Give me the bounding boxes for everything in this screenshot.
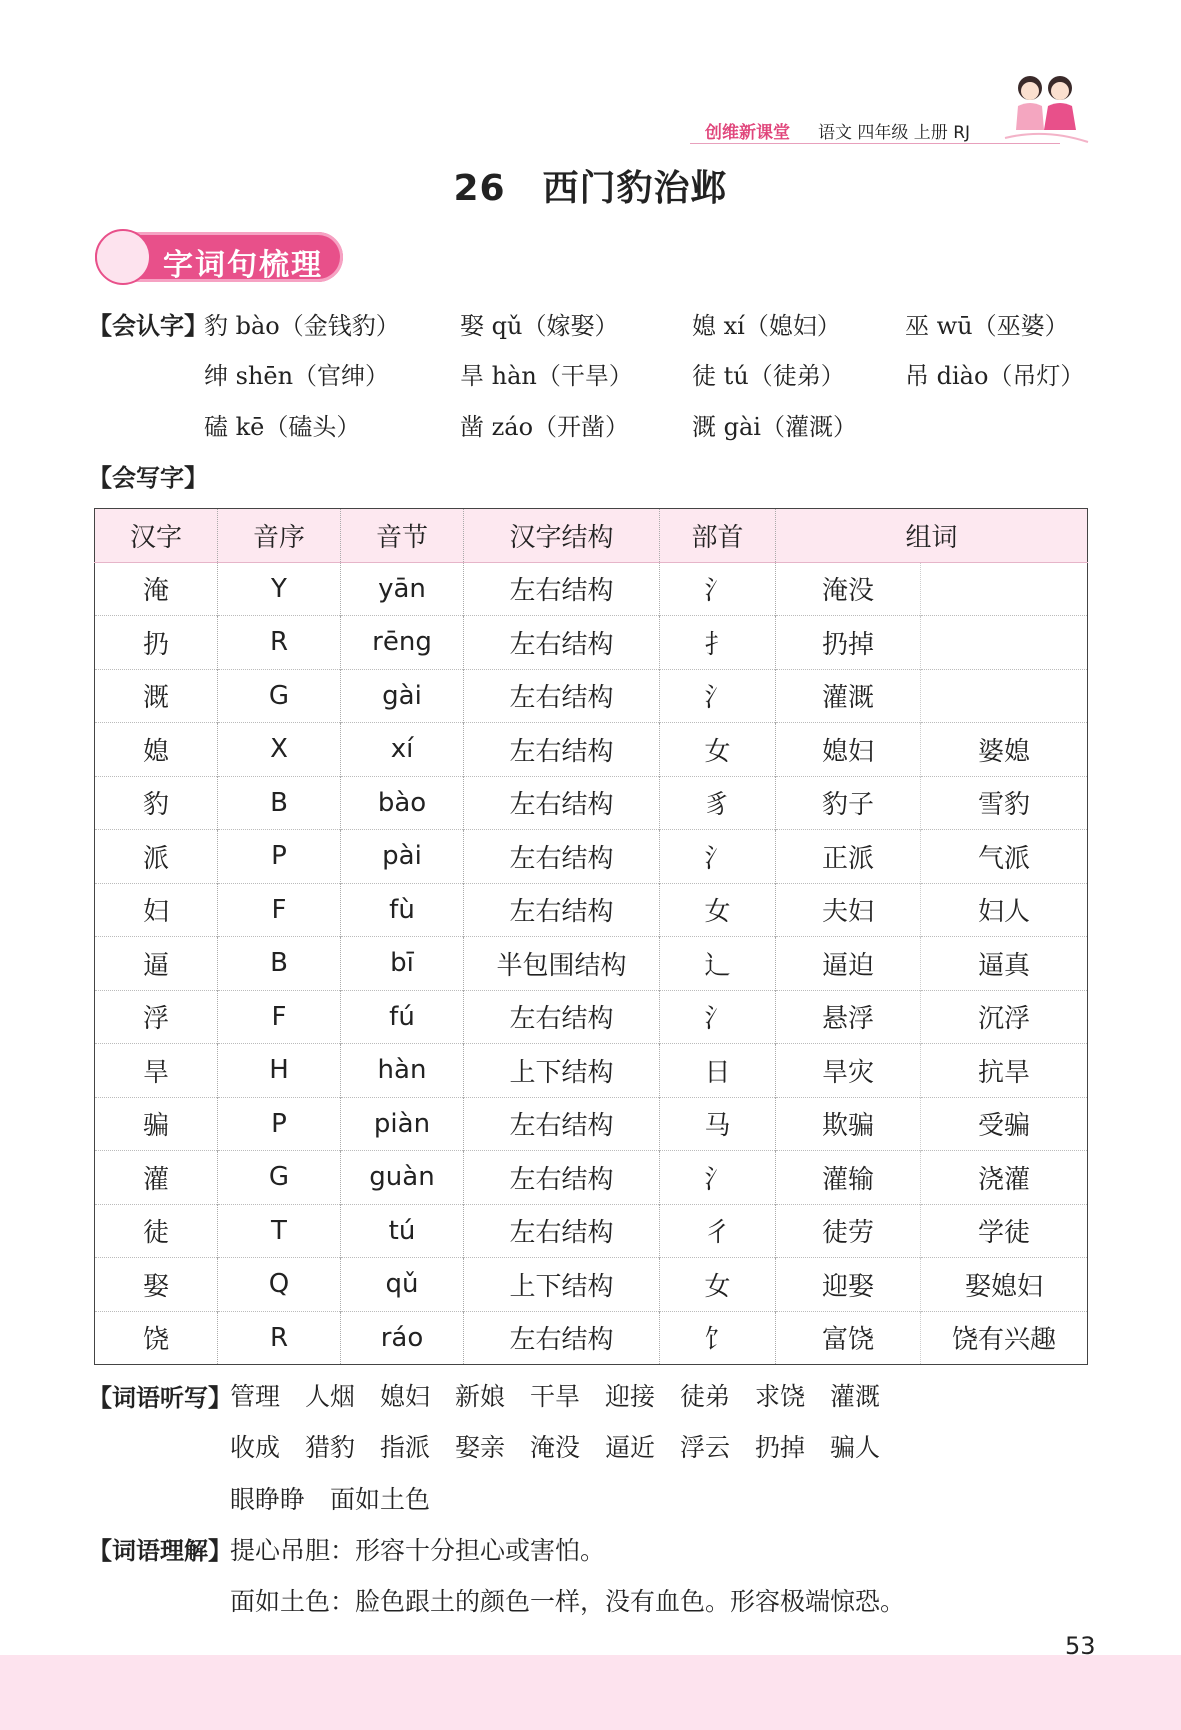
cell-syllable: ráo (341, 1311, 464, 1365)
recognize-item: 吊 diào（吊灯） (905, 362, 1085, 390)
header-character: 汉字 (95, 509, 218, 563)
cell-initial: P (218, 1097, 341, 1151)
book-info: 语文 四年级 上册 RJ (818, 123, 971, 143)
recognize-item: 凿 záo（开凿） (460, 413, 630, 441)
cell-structure: 左右结构 (464, 883, 660, 937)
header-initial: 音序 (218, 509, 341, 563)
cell-word-1: 悬浮 (776, 990, 921, 1044)
cell-syllable: hàn (341, 1044, 464, 1098)
recognize-item: 磕 kē（磕头） (204, 413, 361, 441)
cell-radical: 氵 (660, 990, 776, 1044)
cell-radical: 氵 (660, 830, 776, 884)
cell-word-2 (921, 562, 1088, 616)
cell-structure: 左右结构 (464, 1151, 660, 1205)
table-row (95, 1204, 1088, 1258)
table-row (95, 562, 1088, 616)
cell-word-2: 气派 (921, 830, 1088, 884)
recognize-item: 巫 wū（巫婆） (905, 312, 1069, 340)
cell-character: 娶 (95, 1258, 218, 1312)
table-row (95, 937, 1088, 991)
cell-word-2: 婆媳 (921, 723, 1088, 777)
cell-initial: B (218, 776, 341, 830)
recognize-label: 【会认字】 (88, 312, 208, 340)
cell-structure: 半包围结构 (464, 937, 660, 991)
cell-initial: P (218, 830, 341, 884)
table-row (95, 990, 1088, 1044)
cell-syllable: gài (341, 669, 464, 723)
cell-word-2: 娶媳妇 (921, 1258, 1088, 1312)
cell-radical: 女 (660, 1258, 776, 1312)
cell-radical: 马 (660, 1097, 776, 1151)
cell-word-1: 媳妇 (776, 723, 921, 777)
cell-word-2: 受骗 (921, 1097, 1088, 1151)
table-row (95, 883, 1088, 937)
cell-radical: 饣 (660, 1311, 776, 1365)
cell-syllable: guàn (341, 1151, 464, 1205)
table-row (95, 776, 1088, 830)
cell-structure: 左右结构 (464, 1097, 660, 1151)
cell-structure: 左右结构 (464, 669, 660, 723)
header-words: 组词 (776, 509, 1088, 563)
cell-initial: H (218, 1044, 341, 1098)
cell-radical: 日 (660, 1044, 776, 1098)
cell-syllable: rēng (341, 616, 464, 670)
cell-word-1: 淹没 (776, 562, 921, 616)
cell-syllable: tú (341, 1204, 464, 1258)
table-row (95, 669, 1088, 723)
cell-character: 溉 (95, 669, 218, 723)
cell-word-2: 抗旱 (921, 1044, 1088, 1098)
cell-word-1: 灌输 (776, 1151, 921, 1205)
cell-initial: B (218, 937, 341, 991)
definition-line: 提心吊胆：形容十分担心或害怕。 (230, 1536, 606, 1565)
table-row (95, 1151, 1088, 1205)
header-radical: 部首 (660, 509, 776, 563)
cell-structure: 左右结构 (464, 1204, 660, 1258)
cell-word-2 (921, 669, 1088, 723)
cell-character: 淹 (95, 562, 218, 616)
section-badge-label: 字词句梳理 (163, 248, 323, 283)
cell-character: 扔 (95, 616, 218, 670)
cell-initial: R (218, 1311, 341, 1365)
cell-word-1: 正派 (776, 830, 921, 884)
cell-syllable: xí (341, 723, 464, 777)
cell-character: 逼 (95, 937, 218, 991)
cell-character: 浮 (95, 990, 218, 1044)
cell-character: 灌 (95, 1151, 218, 1205)
table-row (95, 723, 1088, 777)
cell-syllable: bī (341, 937, 464, 991)
cell-word-2: 饶有兴趣 (921, 1311, 1088, 1365)
table-row (95, 830, 1088, 884)
cell-structure: 左右结构 (464, 562, 660, 616)
cell-word-1: 扔掉 (776, 616, 921, 670)
cell-word-1: 迎娶 (776, 1258, 921, 1312)
cell-syllable: fú (341, 990, 464, 1044)
cell-word-2: 雪豹 (921, 776, 1088, 830)
cell-structure: 左右结构 (464, 616, 660, 670)
cell-word-1: 逼迫 (776, 937, 921, 991)
cell-radical: 彳 (660, 1204, 776, 1258)
cell-word-1: 富饶 (776, 1311, 921, 1365)
table-row (95, 1044, 1088, 1098)
header-syllable: 音节 (341, 509, 464, 563)
cell-word-1: 灌溉 (776, 669, 921, 723)
recognize-item: 绅 shēn（官绅） (204, 362, 390, 390)
cell-character: 豹 (95, 776, 218, 830)
cell-character: 妇 (95, 883, 218, 937)
cell-syllable: qǔ (341, 1258, 464, 1312)
recognize-item: 溉 gài（灌溉） (692, 413, 857, 441)
cell-radical: 扌 (660, 616, 776, 670)
cell-radical: 氵 (660, 562, 776, 616)
cell-initial: R (218, 616, 341, 670)
page-number: 53 (1065, 1632, 1096, 1660)
cell-character: 派 (95, 830, 218, 884)
cell-syllable: fù (341, 883, 464, 937)
cell-initial: Y (218, 562, 341, 616)
cell-word-1: 夫妇 (776, 883, 921, 937)
recognize-item: 媳 xí（媳妇） (692, 312, 841, 340)
cell-initial: G (218, 669, 341, 723)
dictation-label: 【词语听写】 (88, 1384, 232, 1412)
cell-word-2: 妇人 (921, 883, 1088, 937)
cell-radical: 氵 (660, 669, 776, 723)
cell-structure: 左右结构 (464, 1311, 660, 1365)
cell-syllable: pài (341, 830, 464, 884)
cell-character: 骗 (95, 1097, 218, 1151)
children-illustration-icon (1000, 68, 1090, 148)
table-row (95, 1311, 1088, 1365)
cell-initial: F (218, 883, 341, 937)
recognize-item: 徒 tú（徒弟） (692, 362, 845, 390)
cell-structure: 左右结构 (464, 990, 660, 1044)
cell-structure: 左右结构 (464, 776, 660, 830)
cell-syllable: yān (341, 562, 464, 616)
cell-character: 饶 (95, 1311, 218, 1365)
characters-table (94, 508, 1088, 1365)
recognize-item: 娶 qǔ（嫁娶） (460, 312, 619, 340)
cell-word-2 (921, 616, 1088, 670)
cell-initial: Q (218, 1258, 341, 1312)
cell-structure: 左右结构 (464, 830, 660, 884)
cell-word-1: 徒劳 (776, 1204, 921, 1258)
cell-structure: 左右结构 (464, 723, 660, 777)
cell-word-2: 沉浮 (921, 990, 1088, 1044)
dictation-line: 收成 猎豹 指派 娶亲 淹没 逼近 浮云 扔掉 骗人 (230, 1433, 881, 1462)
cell-radical: 女 (660, 883, 776, 937)
cell-initial: X (218, 723, 341, 777)
cell-character: 旱 (95, 1044, 218, 1098)
cell-word-1: 豹子 (776, 776, 921, 830)
dictation-line: 眼睁睁 面如土色 (230, 1485, 431, 1514)
header-structure: 汉字结构 (464, 509, 660, 563)
table-row (95, 1097, 1088, 1151)
cell-structure: 上下结构 (464, 1044, 660, 1098)
recognize-item: 旱 hàn（干旱） (460, 362, 633, 390)
cell-word-2: 学徒 (921, 1204, 1088, 1258)
table-row (95, 1258, 1088, 1312)
cell-structure: 上下结构 (464, 1258, 660, 1312)
table-header-row (95, 509, 1088, 563)
definition-line: 面如土色：脸色跟土的颜色一样，没有血色。形容极端惊恐。 (230, 1587, 906, 1616)
footer-band (0, 1655, 1181, 1730)
cell-syllable: bào (341, 776, 464, 830)
cell-syllable: piàn (341, 1097, 464, 1151)
cell-word-1: 欺骗 (776, 1097, 921, 1151)
table-row (95, 616, 1088, 670)
cell-radical: 辶 (660, 937, 776, 991)
cell-radical: 女 (660, 723, 776, 777)
cell-character: 徒 (95, 1204, 218, 1258)
cell-initial: G (218, 1151, 341, 1205)
cell-radical: 豸 (660, 776, 776, 830)
cell-character: 媳 (95, 723, 218, 777)
cell-radical: 氵 (660, 1151, 776, 1205)
write-label: 【会写字】 (88, 464, 208, 492)
understanding-label: 【词语理解】 (88, 1537, 232, 1565)
cell-word-2: 浇灌 (921, 1151, 1088, 1205)
cell-word-2: 逼真 (921, 937, 1088, 991)
recognize-item: 豹 bào（金钱豹） (204, 312, 400, 340)
page-title: 26 西门豹治邺 (453, 168, 728, 209)
dictation-line: 管理 人烟 媳妇 新娘 干旱 迎接 徒弟 求饶 灌溉 (230, 1382, 881, 1411)
brand-name: 创维新课堂 (705, 123, 790, 143)
cell-initial: F (218, 990, 341, 1044)
cartoon-mascot-icon (95, 229, 151, 285)
cell-word-1: 旱灾 (776, 1044, 921, 1098)
cell-initial: T (218, 1204, 341, 1258)
